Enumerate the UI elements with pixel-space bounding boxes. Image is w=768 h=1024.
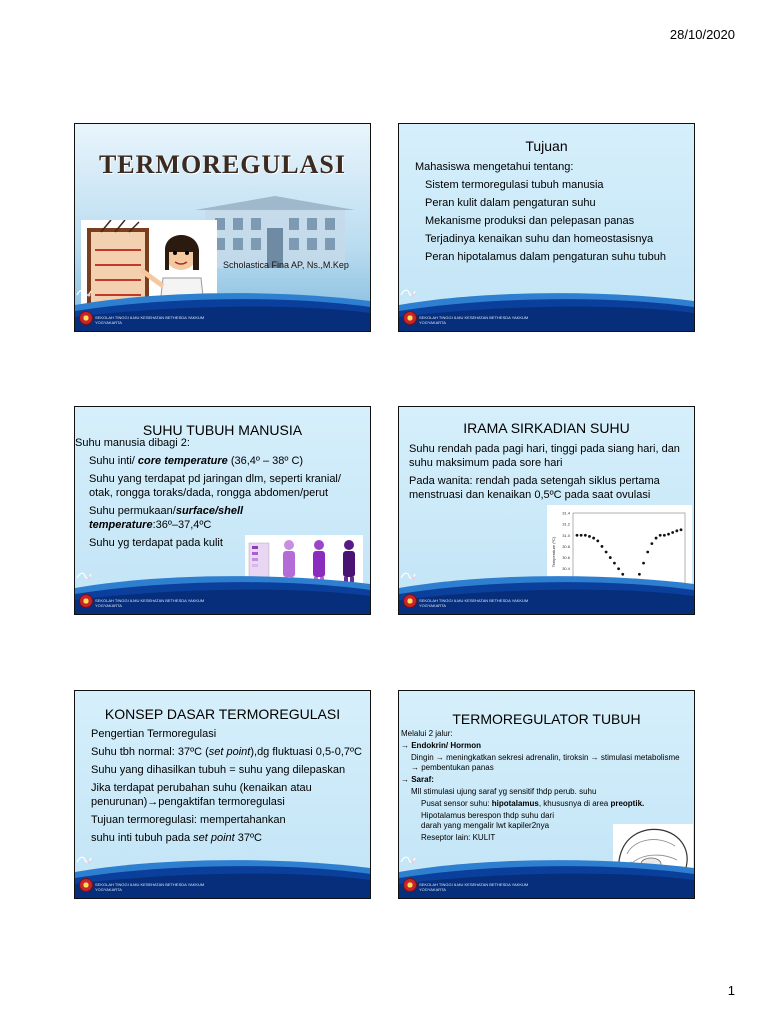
slide6-receptor: Reseptor lain: KULIT — [421, 833, 496, 842]
slide-footer — [399, 854, 694, 898]
chart-point — [650, 542, 653, 545]
institution-city: YOGYAKARTA — [95, 887, 122, 892]
chart-point — [675, 529, 678, 532]
slide1-author: Scholastica Fina AP, Ns.,M.Kep — [223, 260, 349, 270]
slide6-title: TERMOREGULATOR TUBUH — [452, 711, 641, 727]
chart-point — [580, 534, 583, 537]
slide-footer — [399, 287, 694, 331]
institution-name: SEKOLAH TINGGI ILMU KESEHATAN BETHESDA YAKKUM — [419, 315, 529, 320]
chart-point — [605, 551, 608, 554]
institution-logo-icon — [79, 878, 93, 892]
slide2-item: Mekanisme produksi dan pelepasan panas — [425, 215, 635, 227]
slide2-item: Terjadinya kenaikan suhu dan homeostasisnya — [425, 233, 654, 245]
slide5-title: KONSEP DASAR TERMOREGULASI — [104, 706, 341, 722]
slide6-intro: Melalui 2 jalur: — [401, 729, 453, 738]
chart-point — [642, 562, 645, 565]
slide-title — [74, 123, 371, 332]
slide-footer — [75, 570, 370, 614]
y-tick-label: 30.8 — [562, 543, 570, 549]
slide-konsep-dasar — [74, 690, 371, 899]
slide5-line4: Jika terdapat perubahan suhu (kenaikan atau penurunan)→pengaktifan termoregulasi — [91, 782, 312, 808]
institution-logo-icon — [403, 311, 417, 325]
brand-mark-icon — [75, 570, 93, 582]
slide3-core-desc: Suhu yang terdapat pd jaringan dlm, seperti kranial/ otak, rongga toraks/dada, rongga abdomen/perut — [89, 473, 341, 499]
institution-name: SEKOLAH TINGGI ILMU KESEHATAN BETHESDA YAKKUM — [419, 598, 529, 603]
slide6-path2-desc: Mll stimulasi ujung saraf yg sensitif thdp perub. suhu — [411, 787, 597, 796]
slide5-line2: Suhu tbh normal: 37ºC (set point),dg fluktuasi 0,5-0,7ºC — [91, 746, 362, 758]
y-tick-label: 30.6 — [562, 555, 570, 561]
page-date: 28/10/2020 — [669, 27, 735, 42]
institution-name: SEKOLAH TINGGI ILMU KESEHATAN BETHESDA YAKKUM — [95, 315, 205, 320]
y-tick-label: 31.2 — [562, 521, 570, 527]
slide5-line1: Pengertian Termoregulasi — [91, 728, 217, 740]
slide2-title: Tujuan — [525, 138, 568, 154]
institution-logo-icon — [403, 878, 417, 892]
slide3-intro: Suhu manusia dibagi 2: — [75, 437, 190, 449]
brand-mark-icon — [75, 854, 93, 866]
institution-city: YOGYAKARTA — [419, 603, 446, 608]
slide5-line3: Suhu yang dihasilkan tubuh = suhu yang dilepaskan — [91, 764, 346, 776]
slide4-title: IRAMA SIRKADIAN SUHU — [463, 420, 630, 436]
slide1-title: TERMOREGULASI — [98, 150, 347, 179]
slide6-sensor: Pusat sensor suhu: hipotalamus, khususnya di area preoptik. — [421, 799, 645, 808]
slide-irama-sirkadian — [398, 406, 695, 615]
slide6-hypo-2: darah yang mengalir lwt kapiler2nya — [421, 821, 550, 830]
institution-name: SEKOLAH TINGGI ILMU KESEHATAN BETHESDA YAKKUM — [419, 882, 529, 887]
slide-suhu-tubuh — [74, 406, 371, 615]
y-tick-label: 31.0 — [562, 532, 570, 538]
chart-point — [609, 556, 612, 559]
slide-footer — [75, 287, 370, 331]
slide5-line5: Tujuan termoregulasi: mempertahankan — [91, 814, 286, 826]
slide6-path1: → Endokrin/ Hormon — [401, 741, 481, 750]
slide3-title: SUHU TUBUH MANUSIA — [142, 422, 303, 438]
chart-point — [680, 528, 683, 531]
institution-city: YOGYAKARTA — [419, 887, 446, 892]
slide3-surface-desc: Suhu yg terdapat pada kulit — [89, 537, 223, 549]
chart-point — [592, 537, 595, 540]
y-tick-label: 30.4 — [562, 566, 570, 572]
institution-city: YOGYAKARTA — [95, 603, 122, 608]
chart-point — [576, 534, 579, 537]
institution-name: SEKOLAH TINGGI ILMU KESEHATAN BETHESDA YAKKUM — [95, 882, 205, 887]
chart-point — [663, 534, 666, 537]
slide6-path2: → Saraf: — [401, 775, 434, 784]
chart-point — [659, 534, 662, 537]
institution-city: YOGYAKARTA — [95, 320, 122, 325]
slide-tujuan — [398, 123, 695, 332]
page-number: 1 — [727, 983, 735, 998]
slide4-line1: Suhu rendah pada pagi hari, tinggi pada siang hari, dan suhu maksimum pada sore hari — [409, 443, 680, 469]
brand-mark-icon — [399, 854, 417, 866]
y-tick-label: 31.4 — [562, 510, 570, 516]
slide6-hypo-1: Hipotalamus berespon thdp suhu dari — [421, 811, 554, 820]
slide3-surface: Suhu permukaan/surface/shell temperature:36º–37,4ºC — [89, 505, 244, 531]
brand-mark-icon — [399, 570, 417, 582]
institution-name: SEKOLAH TINGGI ILMU KESEHATAN BETHESDA YAKKUM — [95, 598, 205, 603]
institution-logo-icon — [79, 311, 93, 325]
chart-point — [667, 533, 670, 536]
slide-footer — [399, 570, 694, 614]
brand-mark-icon — [75, 287, 93, 299]
chart-point — [601, 545, 604, 548]
brand-mark-icon — [399, 287, 417, 299]
chart-point — [671, 531, 674, 534]
chart-point — [646, 551, 649, 554]
slide3-core: Suhu inti/ core temperature (36,4º – 38º C) — [89, 455, 304, 467]
slide-termoregulator — [398, 690, 695, 899]
institution-logo-icon — [79, 594, 93, 608]
slide2-item: Peran kulit dalam pengaturan suhu — [425, 197, 596, 209]
slide2-item: Sistem termoregulasi tubuh manusia — [425, 179, 604, 191]
chart-point — [596, 539, 599, 542]
institution-city: YOGYAKARTA — [419, 320, 446, 325]
slide-footer — [75, 854, 370, 898]
slide2-item: Peran hipotalamus dalam pengaturan suhu tubuh — [425, 251, 666, 263]
institution-logo-icon — [403, 594, 417, 608]
slide4-line2: Pada wanita: rendah pada setengah siklus pertama menstruasi dan kenaikan 0,5ºC pada saat ovulasi — [409, 475, 660, 501]
chart-point — [584, 534, 587, 537]
chart-point — [655, 537, 658, 540]
y-axis-label: Temperature (ºC) — [551, 536, 556, 568]
slide5-line6: suhu inti tubuh pada set point 37ºC — [91, 832, 262, 844]
chart-point — [588, 535, 591, 538]
slide6-path1-desc: Dingin → meningkatkan sekresi adrenalin, tiroksin → stimulasi metabolisme → pembentukan panas — [411, 753, 680, 772]
chart-point — [613, 562, 616, 565]
slide2-intro: Mahasiswa mengetahui tentang: — [415, 161, 574, 173]
